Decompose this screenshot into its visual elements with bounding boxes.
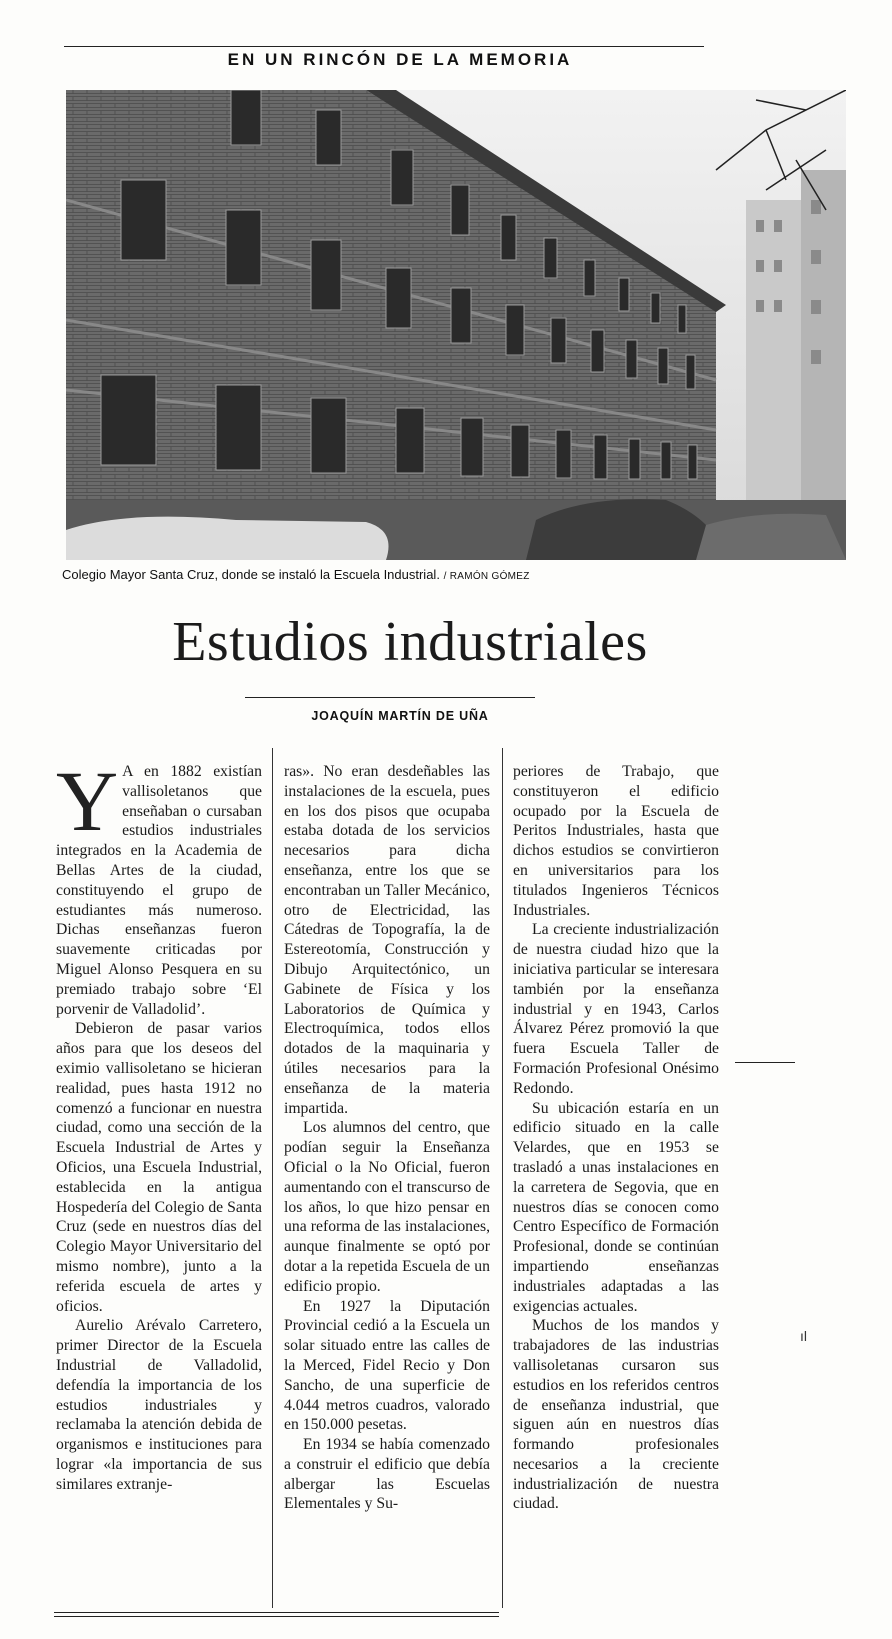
- paragraph: ras». No eran desdeñables las instalaciones de la escuela, pues en los dos pisos que ocupaba estaba dotada de los servicios necesarios para dicha enseñanza, entre los que se encontraban un Taller Mecánico, otro de Electricidad, las Cátedras de Topografía, la de Estereotomía, Construcción y Dibujo Arquitectónico, un Gabinete de Física y los Laboratorios de Química y Electroquímica, todos ellos dotados de la maquinaria y útiles necesarios para la enseñanza de la materia impartida.: [284, 763, 490, 1117]
- article-column-3: [513, 762, 719, 1602]
- article-headline: Estudios industriales: [172, 611, 648, 673]
- paragraph: periores de Trabajo, que constituyeron el edificio ocupado por la Escuela de Peritos Industriales, hasta que dichos estudios se convirtieron en universitarios para los titulados Ingenieros Técnicos Industriales.: [513, 763, 719, 919]
- top-rule: [64, 46, 704, 47]
- column-divider-1: [272, 748, 273, 1608]
- bottom-rule-2: [54, 1616, 499, 1617]
- paragraph: Los alumnos del centro, que podían seguir la Enseñanza Oficial o la No Oficial, fueron aumentando con el transcurso de los años, lo que hizo pensar en una reforma de las instalaciones, aunque finalmente se optó por dotar a la repetida Escuela de un edificio propio.: [284, 1119, 490, 1295]
- margin-mark: ıl: [800, 1328, 807, 1344]
- drop-cap: Y: [56, 762, 119, 849]
- column-divider-2: [502, 748, 503, 1608]
- paragraph: En 1927 la Diputación Provincial cedió a la Escuela un solar situado entre las calles de la Merced, Fidel Recio y Don Sancho, de una superficie de 4.044 metros cuadros, valorado en 150.000 pesetas.: [284, 1297, 490, 1434]
- caption-text: Colegio Mayor Santa Cruz, donde se instaló la Escuela Industrial.: [62, 567, 440, 582]
- section-title: EN UN RINCÓN DE LA MEMORIA: [227, 50, 573, 69]
- article-column-1: [56, 762, 262, 1602]
- building-photo: [66, 90, 846, 560]
- paragraph: Su ubicación estaría en un edificio situado en la calle Velardes, que en 1953 se trasladó a unas instalaciones en la carretera de Segovia, que en nuestros días se conocen como Centro Específico de Formación Profesional, donde se continúan impartiendo enseñanzas industriales adaptadas a las exigencias actuales.: [513, 1099, 719, 1315]
- paragraph: La creciente industrialización de nuestra ciudad hizo que la iniciativa particular se interesara también por la enseñanza industrial y en 1943, Carlos Álvarez Pérez promovió la que fuera Escuela Taller de Formación Profesional Onésimo Redondo.: [513, 921, 719, 1097]
- margin-dash: [735, 1062, 795, 1063]
- bottom-rule: [54, 1612, 499, 1613]
- article-byline: JOAQUÍN MARTÍN DE UÑA: [311, 709, 489, 723]
- paragraph: Muchos de los mandos y trabajadores de las industrias vallisoletanas cursaron sus estudios en los referidos centros de enseñanza industrial, que siguen aún en nuestros días formando profesionales necesarios a la creciente industrialización de nuestra ciudad.: [513, 1317, 719, 1513]
- paragraph: Debieron de pasar varios años para que los deseos del eximio vallisoletano se hicieran realidad, pues hasta 1912 no comenzó a funcionar en nuestra ciudad, como una sección de la Escuela Industrial de Artes y Oficios, una Escuela Industrial, establecida en la antigua Hospedería del Colegio de Santa Cruz (sede en nuestros días del Colegio Mayor Universitario del mismo nombre), junto a la referida escuela de artes y oficios.: [56, 1020, 262, 1315]
- paragraph: En 1934 se había comenzado a construir el edificio que debía albergar las Escuelas Elementales y Su-: [284, 1436, 490, 1513]
- photo-credit: / RAMÓN GÓMEZ: [443, 571, 530, 582]
- article-column-2: [284, 762, 490, 1602]
- paragraph: Aurelio Arévalo Carretero, primer Director de la Escuela Industrial de Valladolid, defendía la importancia de los estudios industriales y reclamaba la atención debida de organismos e instituciones para lograr «la importancia de sus similares extranje-: [56, 1317, 262, 1493]
- byline-rule: [245, 697, 535, 698]
- paragraph: Y A en 1882 existían vallisoletanos que enseñaban o cursaban estudios industriales integrados en la Academia de Bellas Artes de la ciudad, constituyendo el grupo de estudiantes más numeroso. Dichas enseñanzas fueron suavemente criticadas por Miguel Alonso Pesquera en su premiado trabajo sobre ‘El porvenir de Valladolid’.: [56, 762, 262, 1018]
- photo-caption: [62, 567, 852, 582]
